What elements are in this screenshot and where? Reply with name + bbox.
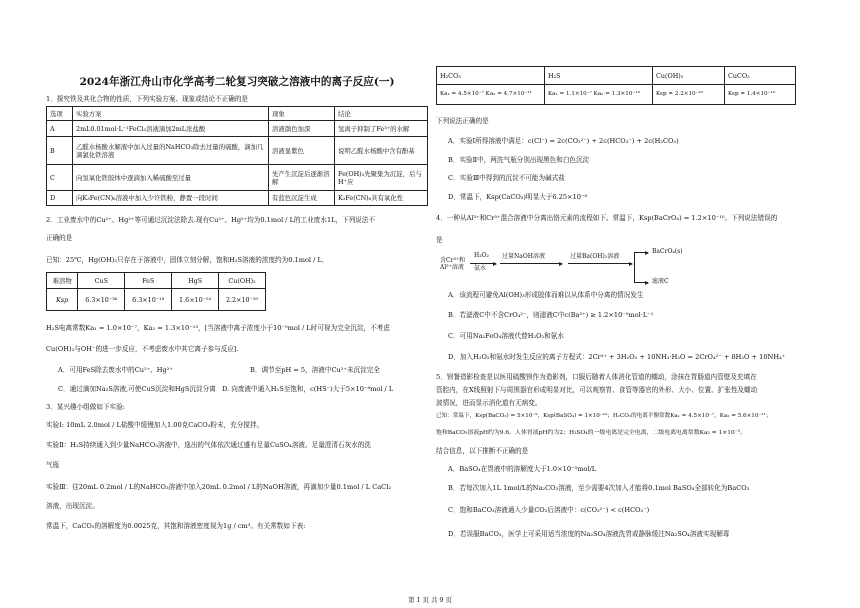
flow-arrow-filtrate [634, 282, 648, 283]
table-cell: 2.2×10⁻²⁰ [219, 289, 266, 311]
table-header-cell: HgS [172, 273, 219, 289]
flow-branch [634, 252, 635, 282]
q4-option-d: D．加入H₂O₂和氨水时发生反应的离子方程式：2Cr³⁺ + 3H₂O₂ + 10NH₃·H₂O = 2CrO₄²⁻ + 8H₂O + 10NH₄⁺ [448, 353, 786, 361]
table-header-cell: 结论 [335, 107, 428, 121]
q1-table [46, 106, 428, 206]
q5-line-3: 波情况，进而显示消化道有无病变。 [436, 399, 542, 407]
q3-note: 常温下，CaCO₃的溶解度为0.0025克，其饱和溶液密度视为1g / cm³。有关常数如下表: [46, 522, 306, 530]
q3-option-d: D．常温下，Ksp(CaCO₃)明显大于6.25×10⁻⁸ [448, 193, 588, 201]
flow-arrow-2 [500, 263, 562, 264]
q4-option-c: C．可用Na₂FeO₄溶液代替H₂O₂和氨水 [448, 332, 564, 340]
flow-diagram [440, 246, 710, 286]
table-cell: Ksp = 2.2×10⁻²⁰ [653, 85, 725, 105]
flow-arrow-3 [568, 263, 632, 264]
q5-line-1: 5．钡餐造影检查是以医用硫酸钡作为造影剂，口服后随着人体消化管道的蠕动，涂抹在胃肠道内管壁及充填在 [436, 373, 757, 381]
table-cell: Ksp [47, 289, 78, 311]
table-cell: 说明乙醛水杨酸中含有酚基 [335, 137, 428, 165]
q5-line-4: 已知：常温下，Ksp(BaCO₃) = 5×10⁻⁹，Ksp(BaSO₄) = 1×10⁻¹⁰；H₂CO₃的电离平衡常数Ka₁ = 4.5×10⁻⁷，Ka₂ = 5.6×10⁻¹¹； [436, 413, 772, 419]
table-cell: 2mL0.01mol·L⁻¹FeCl₃溶液滴加2mL浓盐酸 [73, 121, 269, 137]
flow-start: 含Cr³⁺和Al³⁺溶液 [440, 257, 466, 271]
table-row [437, 85, 796, 105]
table-header-cell: FeS [125, 273, 172, 289]
table-row [47, 191, 428, 206]
table-cell: 向K₃Fe(CN)₆溶液中加入少许铁粉，静置一段时间 [73, 191, 269, 206]
table-header-cell: Cu(OH)₂ [653, 67, 725, 85]
q5-line-6: 结合信息，以下推断不正确的是 [436, 447, 529, 455]
page-footer: 第 1 页 共 9 页 [408, 596, 452, 604]
table-cell: 1.6×10⁻⁵² [172, 289, 219, 311]
table-row [47, 137, 428, 165]
table-cell: A [47, 121, 73, 137]
q5-line-5: 饱和BaCO₃溶液pH约为9.6，人体胃液pH约为2；H₂SO₄的一级电离是完全电离，二级电离电离常数Ka₂ = 1×10⁻²。 [436, 430, 747, 436]
flow-reagent-2: 氨水 [474, 265, 487, 272]
q5-option-a: A．BaSO₄在胃液中的溶解度大于1.0×10⁻⁵mol/L [448, 465, 597, 473]
table-cell: 先产生沉淀后逐渐溶解 [269, 165, 335, 191]
flow-step-3: 过量Ba(OH)₂溶液 [570, 253, 620, 260]
q3-option-c: C．实验Ⅲ中得到的沉淀不可能为碱式盐 [448, 174, 565, 182]
table-row [47, 121, 428, 137]
q3-experiment-3: 实验Ⅲ：往20mL 0.2mol / L的NaHCO₃溶液中加入20mL 0.2mol / L的NaOH溶液，再滴加少量0.1mol / L CaCl₂ [46, 483, 391, 491]
table-header-cell: 难溶物 [47, 273, 78, 289]
q1-stem: 1．探究铁及其化合物的性质，下列实验方案、现象或结论不正确的是 [46, 95, 249, 103]
q2-option-c: C．通过滴加Na₂S溶液,可使CuS沉淀和HgS沉淀分离 [58, 385, 216, 393]
q2-option-a: A．可用FeS除去废水中的Cu²⁺、Hg²⁺ [58, 366, 173, 374]
flow-product: BaCrO₄(s) [652, 248, 683, 255]
q5-option-b: B．若每次加入1L 1mol/L的Na₂CO₃溶液，至少需要4次加入才能将0.1mol BaSO₄全部转化为BaCO₃ [448, 484, 750, 492]
q4-stem: 4．一种从Al³⁺和Cr³⁺混合溶液中分离出铬元素的流程如下。常温下，Ksp(BaCrO₄) = 1.2×10⁻¹⁰。下列说法错误的 [436, 214, 778, 222]
table-header-cell: CuS [78, 273, 125, 289]
table-cell: 氢离子抑制了Fe³⁺的水解 [335, 121, 428, 137]
table-row [47, 107, 428, 121]
q3-stem: 3．某兴趣小组做如下实验: [46, 403, 125, 411]
table-header-cell: 现象 [269, 107, 335, 121]
q2-option-b: B．调节至pH = 5，溶液中Cu²⁺未沉淀完全 [250, 366, 380, 374]
q3-option-b: B．实验Ⅱ中，两洗气瓶分别出现黑色和白色沉淀 [448, 156, 590, 164]
q5-option-c: C．饱和BaCO₃溶液通入少量CO₂后溶液中：c(CO₃²⁻) < c(HCO₃⁻) [448, 506, 650, 514]
q2-ka-line-cont: Cu(OH)₂与OH⁻的进一步反应，不考虑废水中其它离子参与反应]. [46, 345, 239, 353]
table-cell: Ka₁ = 4.5×10⁻⁷ Ka₂ = 4.7×10⁻¹¹ [437, 85, 545, 105]
ksp-table [46, 272, 266, 311]
table-header-cell: 选项 [47, 107, 73, 121]
q3-experiment-2-cont: 气瓶 [46, 461, 60, 469]
flow-arrow-1 [470, 263, 496, 264]
table-header-cell: Cu(OH)₂ [219, 273, 266, 289]
q2-known: 已知：25℃，Hg(OH)₂只存在于溶液中，固体立刻分解，饱和H₂S溶液的浓度约为0.1mol / L． [46, 256, 329, 264]
q4-stem-cont: 是 [436, 236, 443, 244]
table-cell: 溶液显紫色 [269, 137, 335, 165]
table-cell: Fe(OH)₃先聚集为沉淀，后与H⁺应 [335, 165, 428, 191]
table-row [47, 273, 266, 289]
q2-option-d: D. 向废液中通入H₂S至饱和，c(HS⁻)大于5×10⁻⁸mol / L [222, 385, 394, 393]
table-cell: 有蓝色沉淀生成 [269, 191, 335, 206]
q3-stem-2: 下列说法正确的是 [436, 117, 489, 125]
table-cell: K₃Fe(CN)₆具有氧化性 [335, 191, 428, 206]
q4-option-a: A．该流程可避免Al(OH)₃形成胶体而难以从体系中分离的情况发生 [448, 291, 644, 299]
q3-option-a: A．实验Ⅰ所得溶液中满足：c(Cl⁻) = 2c(CO₃²⁻) + 2c(HCO₃⁻) + 2c(H₂CO₃) [448, 137, 679, 145]
constants-table [436, 66, 796, 105]
table-cell: 向氢氧化铁胶体中逐滴加入稀硫酸至过量 [73, 165, 269, 191]
page-title: 2024年浙江舟山市化学高考二轮复习突破之溶液中的离子反应(一) [79, 76, 395, 88]
q2-stem-cont: 正确的是 [46, 234, 73, 242]
table-cell: 6.3×10⁻¹⁸ [125, 289, 172, 311]
table-row [47, 289, 266, 311]
q3-experiment-3-cont: 溶液，出现沉淀。 [46, 502, 99, 510]
q5-option-d: D．若误服BaCO₃，医学上可采用适当浓度的Na₂SO₄溶液洗胃或静脉缓注Na₂SO₄溶液实现解毒 [448, 530, 730, 538]
table-row [47, 165, 428, 191]
table-header-cell: H₂CO₃ [437, 67, 545, 85]
table-row [437, 67, 796, 85]
table-cell: C [47, 165, 73, 191]
q2-stem: 2．工业废水中的Cu²⁺、Hg²⁺等可通过沉淀法除去.现有Cu²⁺、Hg²⁺均为0.1mol / L的工业废水1L，下列说法不 [46, 216, 376, 224]
flow-reagent-1: H₂O₂ [474, 252, 489, 259]
q4-option-b: B．若滤液C中不含CrO₄²⁻，则滤液C中c(Ba²⁺) ≥ 1.2×10⁻⁵mol·L⁻¹ [448, 311, 654, 319]
table-header-cell: 实验方案 [73, 107, 269, 121]
table-header-cell: H₂S [545, 67, 653, 85]
table-cell: 6.3×10⁻³⁶ [78, 289, 125, 311]
table-cell: Ksp = 1.4×10⁻¹⁰ [725, 85, 796, 105]
table-cell: B [47, 137, 73, 165]
q5-line-2: 管腔内，在X线照射下与周围器官形成明显对比，可以观察胃、食管等器官的外形、大小、位置、扩张性及蠕动 [436, 386, 758, 394]
q3-experiment-2: 实验Ⅱ：H₂S持续通入到少量NaHCO₃溶液中，逸出的气体依次通过盛有足量CuSO₄溶液、足量澄清石灰水的洗 [46, 441, 371, 449]
flow-step-2: 过量NaOH溶液 [502, 253, 545, 260]
table-cell: 溶液颜色加深 [269, 121, 335, 137]
table-cell: D [47, 191, 73, 206]
table-header-cell: CuCO₃ [725, 67, 796, 85]
flow-arrow-product [634, 252, 648, 253]
table-cell: Ka₁ = 1.1×10⁻⁷ Ka₂ = 1.3×10⁻¹³ [545, 85, 653, 105]
table-cell: 乙醛水杨酸水解液中加入过量的NaHCO₃除去过量的硫酸，滴加几滴氯化铁溶液 [73, 137, 269, 165]
flow-filtrate: 滤液C [652, 278, 669, 285]
q3-experiment-1: 实验Ⅰ: 10mL 2.0mol / L盐酸中缓慢加入1.00克CaCO₃粉末，充分搅拌。 [46, 421, 264, 429]
q2-ka-line: H₂S电离常数Ka₁ = 1.0×10⁻⁷，Ka₂ = 1.3×10⁻¹³，[当溶液中离子浓度小于10⁻⁵mol / L时可视为完全沉淀，不考虑 [46, 324, 390, 332]
